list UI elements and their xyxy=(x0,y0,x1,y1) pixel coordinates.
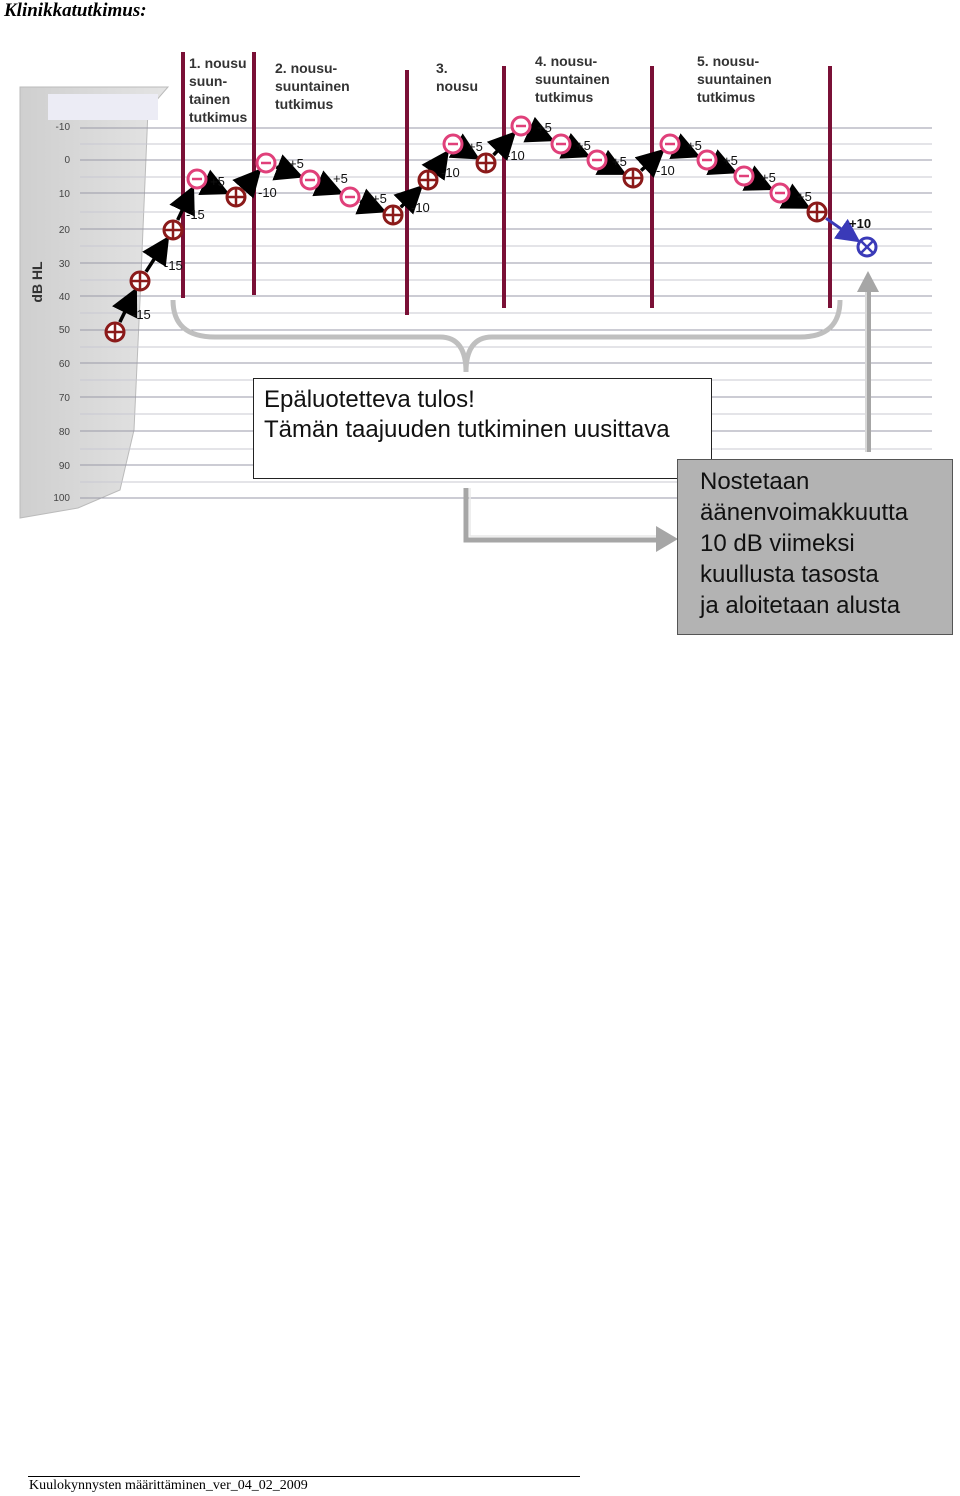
instruction-box xyxy=(677,459,953,635)
step-label: -10 xyxy=(656,163,675,178)
phase-label-5: 5. nousu-suuntainen tutkimus xyxy=(697,53,772,105)
gray-arrow-up xyxy=(857,271,879,452)
step-label: -15 xyxy=(186,207,205,222)
not-heard-marker xyxy=(341,188,359,206)
step-label: -15 xyxy=(164,258,183,273)
step-label: +5 xyxy=(537,120,552,135)
audiogram-header-patch xyxy=(48,94,158,120)
step-label: +5 xyxy=(612,154,627,169)
warning-box xyxy=(253,378,712,479)
not-heard-marker xyxy=(771,184,789,202)
heard-marker xyxy=(419,171,437,189)
phase-label-2: 2. nousu-suuntainen tutkimus xyxy=(275,60,350,112)
not-heard-marker xyxy=(735,167,753,185)
not-heard-marker xyxy=(444,135,462,153)
phase-label-3: 3. nousu xyxy=(436,60,478,94)
not-heard-marker xyxy=(257,154,275,172)
heard-marker xyxy=(477,154,495,172)
step-label: -10 xyxy=(441,165,460,180)
warning-line-1: Epäluotetteva tulos! xyxy=(264,386,475,413)
footer-text: Kuulokynnysten määrittäminen_ver_04_02_2009 xyxy=(29,1478,308,1493)
instruction-line-5: ja aloitetaan alusta xyxy=(700,592,901,619)
y-tick-label: 80 xyxy=(58,427,70,438)
y-tick-label: 50 xyxy=(58,325,70,336)
step-label: -10 xyxy=(506,148,525,163)
page-title: Klinikkatutkimus: xyxy=(4,0,147,21)
y-tick-label: 40 xyxy=(58,292,70,303)
step-label: -10 xyxy=(258,185,277,200)
step-label: +5 xyxy=(576,138,591,153)
not-heard-marker xyxy=(188,170,206,188)
phase-label-1: 1. nousu suun-tainen tutkimus xyxy=(189,55,248,125)
instruction-line-3: 10 dB viimeksi xyxy=(700,530,855,557)
y-tick-label: 10 xyxy=(58,189,70,200)
heard-marker xyxy=(808,203,826,221)
footer-rule xyxy=(28,1476,580,1477)
y-tick-label: -10 xyxy=(55,122,70,133)
step-label: -10 xyxy=(411,200,430,215)
step-labels xyxy=(132,120,871,322)
instruction-line-2: äänenvoimakkuutta xyxy=(700,499,909,526)
not-heard-marker xyxy=(552,135,570,153)
y-tick-label: 90 xyxy=(58,461,70,472)
heard-marker xyxy=(384,206,402,224)
y-tick-label: 30 xyxy=(58,259,70,270)
step-label: +5 xyxy=(210,174,225,189)
y-tick-label: 20 xyxy=(58,225,70,236)
step-label: +5 xyxy=(797,189,812,204)
step-label: -15 xyxy=(132,307,151,322)
phase-label-4: 4. nousu-suuntainen tutkimus xyxy=(535,53,610,105)
heard-marker xyxy=(106,323,124,341)
heard-marker xyxy=(164,221,182,239)
not-heard-marker xyxy=(588,151,606,169)
step-label: +10 xyxy=(849,216,872,231)
y-tick-label: 0 xyxy=(64,155,70,166)
step-label: +5 xyxy=(468,139,483,154)
not-heard-marker xyxy=(698,151,716,169)
phase-labels xyxy=(189,53,772,125)
warning-line-2: Tämän taajuuden tutkiminen uusittava xyxy=(264,416,670,443)
y-axis-label: dB HL xyxy=(29,261,45,303)
not-heard-marker xyxy=(301,171,319,189)
step-label: +5 xyxy=(333,171,348,186)
y-tick-label: 100 xyxy=(53,493,70,504)
y-tick-label: 60 xyxy=(58,359,70,370)
not-heard-marker xyxy=(512,117,530,135)
instruction-line-1: Nostetaan xyxy=(700,468,810,495)
heard-marker xyxy=(131,272,149,290)
step-label: +5 xyxy=(761,170,776,185)
y-tick-label: 70 xyxy=(58,393,70,404)
heard-marker xyxy=(227,188,245,206)
step-label: +5 xyxy=(289,156,304,171)
step-label: +5 xyxy=(372,191,387,206)
curly-brace xyxy=(173,300,840,372)
heard-marker xyxy=(624,169,642,187)
not-heard-marker xyxy=(661,135,679,153)
final-marker xyxy=(858,238,876,256)
step-label: +5 xyxy=(723,153,738,168)
step-label: +5 xyxy=(687,138,702,153)
instruction-line-4: kuullusta tasosta xyxy=(700,561,879,588)
